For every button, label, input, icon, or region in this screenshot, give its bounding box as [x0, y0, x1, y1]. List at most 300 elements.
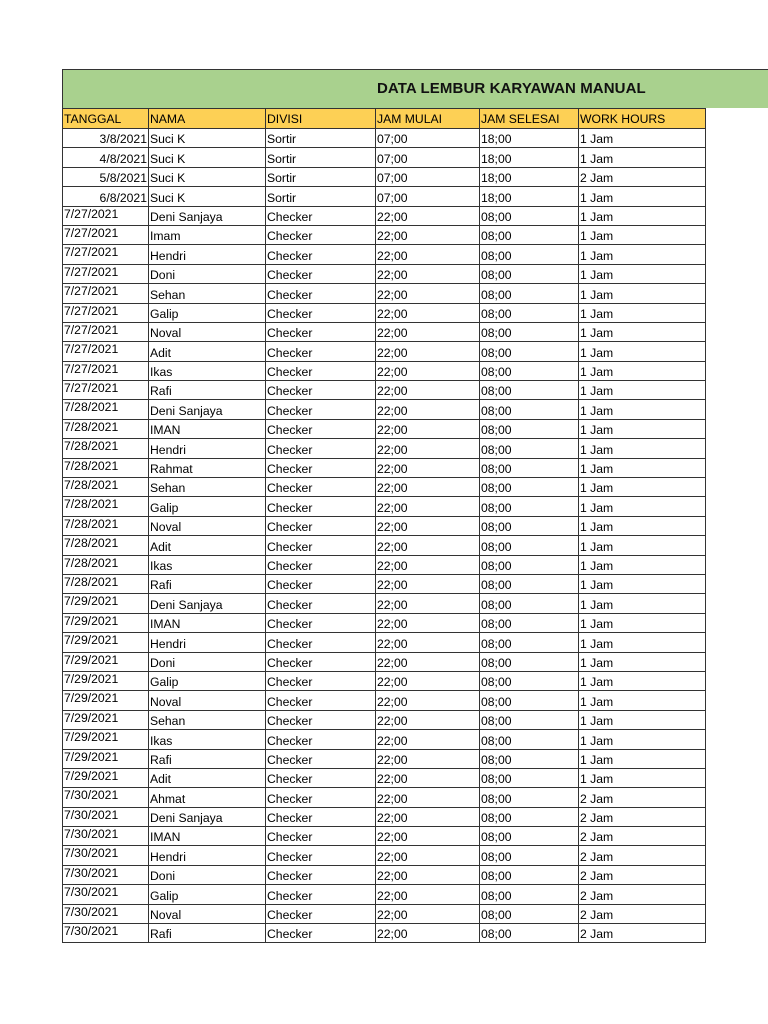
cell-name[interactable]: Doni: [149, 264, 266, 283]
table-row: [63, 400, 706, 419]
cell-date[interactable]: 7/28/2021: [63, 439, 149, 458]
cell-date[interactable]: 7/29/2021: [63, 613, 149, 632]
cell-date[interactable]: 7/29/2021: [63, 594, 149, 613]
cell-name[interactable]: Suci K: [149, 187, 266, 206]
cell-end-time[interactable]: 08;00: [480, 439, 579, 458]
cell-date[interactable]: 7/27/2021: [63, 342, 149, 361]
cell-division[interactable]: Checker: [266, 303, 376, 322]
cell-date[interactable]: 7/29/2021: [63, 749, 149, 768]
cell-division[interactable]: Checker: [266, 788, 376, 807]
cell-work-hours[interactable]: 2 Jam: [579, 904, 706, 923]
cell-work-hours[interactable]: 2 Jam: [579, 924, 706, 943]
cell-end-time[interactable]: 18;00: [480, 187, 579, 206]
cell-start-time[interactable]: 07;00: [376, 187, 480, 206]
table-row: [63, 691, 706, 710]
cell-work-hours[interactable]: 1 Jam: [579, 536, 706, 555]
table-row: [63, 129, 706, 148]
cell-end-time[interactable]: 08;00: [480, 264, 579, 283]
cell-start-time[interactable]: 07;00: [376, 148, 480, 167]
cell-end-time[interactable]: 08;00: [480, 671, 579, 690]
cell-date[interactable]: 7/29/2021: [63, 691, 149, 710]
cell-work-hours[interactable]: 1 Jam: [579, 419, 706, 438]
table-row: [63, 381, 706, 400]
cell-end-time[interactable]: 08;00: [480, 458, 579, 477]
table-row: [63, 439, 706, 458]
cell-division[interactable]: Checker: [266, 284, 376, 303]
cell-start-time[interactable]: 22;00: [376, 342, 480, 361]
cell-end-time[interactable]: 18;00: [480, 148, 579, 167]
cell-start-time[interactable]: 22;00: [376, 730, 480, 749]
cell-work-hours[interactable]: 2 Jam: [579, 788, 706, 807]
cell-division[interactable]: Checker: [266, 536, 376, 555]
cell-date[interactable]: 7/30/2021: [63, 885, 149, 904]
cell-work-hours[interactable]: 1 Jam: [579, 574, 706, 593]
cell-name[interactable]: Rafi: [149, 749, 266, 768]
cell-division[interactable]: Checker: [266, 478, 376, 497]
cell-division[interactable]: Checker: [266, 361, 376, 380]
table-row: [63, 303, 706, 322]
cell-name[interactable]: IMAN: [149, 613, 266, 632]
cell-start-time[interactable]: 22;00: [376, 206, 480, 225]
cell-division[interactable]: Sortir: [266, 129, 376, 148]
cell-division[interactable]: Checker: [266, 924, 376, 943]
cell-start-time[interactable]: 22;00: [376, 827, 480, 846]
cell-division[interactable]: Checker: [266, 419, 376, 438]
table-row: [63, 536, 706, 555]
table-row: [63, 361, 706, 380]
table-row: [63, 924, 706, 943]
cell-date[interactable]: 7/27/2021: [63, 361, 149, 380]
cell-start-time[interactable]: 22;00: [376, 400, 480, 419]
cell-start-time[interactable]: 22;00: [376, 807, 480, 826]
cell-end-time[interactable]: 08;00: [480, 574, 579, 593]
table-row: [63, 885, 706, 904]
cell-division[interactable]: Checker: [266, 400, 376, 419]
cell-name[interactable]: Noval: [149, 322, 266, 341]
cell-work-hours[interactable]: 1 Jam: [579, 710, 706, 729]
table-row: [63, 613, 706, 632]
header-row: [63, 109, 706, 129]
cell-start-time[interactable]: 22;00: [376, 924, 480, 943]
cell-division[interactable]: Checker: [266, 730, 376, 749]
cell-date[interactable]: 7/28/2021: [63, 574, 149, 593]
cell-end-time[interactable]: 08;00: [480, 303, 579, 322]
cell-work-hours[interactable]: 1 Jam: [579, 594, 706, 613]
cell-name[interactable]: Sehan: [149, 478, 266, 497]
cell-division[interactable]: Checker: [266, 904, 376, 923]
cell-date[interactable]: 7/30/2021: [63, 846, 149, 865]
cell-date[interactable]: 7/28/2021: [63, 419, 149, 438]
cell-end-time[interactable]: 08;00: [480, 691, 579, 710]
cell-date[interactable]: 7/28/2021: [63, 536, 149, 555]
cell-division[interactable]: Checker: [266, 516, 376, 535]
cell-division[interactable]: Checker: [266, 439, 376, 458]
cell-name[interactable]: Sehan: [149, 710, 266, 729]
cell-end-time[interactable]: 08;00: [480, 516, 579, 535]
cell-division[interactable]: Checker: [266, 497, 376, 516]
cell-end-time[interactable]: 08;00: [480, 904, 579, 923]
cell-date[interactable]: 7/28/2021: [63, 516, 149, 535]
cell-start-time[interactable]: 22;00: [376, 516, 480, 535]
cell-name[interactable]: Deni Sanjaya: [149, 807, 266, 826]
table-row: [63, 710, 706, 729]
cell-date[interactable]: 7/28/2021: [63, 497, 149, 516]
cell-division[interactable]: Checker: [266, 749, 376, 768]
cell-division[interactable]: Checker: [266, 381, 376, 400]
cell-work-hours[interactable]: 2 Jam: [579, 885, 706, 904]
cell-end-time[interactable]: 08;00: [480, 924, 579, 943]
cell-date[interactable]: 7/27/2021: [63, 303, 149, 322]
cell-start-time[interactable]: 22;00: [376, 478, 480, 497]
cell-name[interactable]: Adit: [149, 768, 266, 787]
table-row: [63, 652, 706, 671]
cell-date[interactable]: 5/8/2021: [63, 167, 149, 186]
cell-work-hours[interactable]: 1 Jam: [579, 187, 706, 206]
cell-name[interactable]: Ikas: [149, 361, 266, 380]
cell-division[interactable]: Checker: [266, 574, 376, 593]
cell-name[interactable]: Doni: [149, 652, 266, 671]
cell-name[interactable]: Noval: [149, 904, 266, 923]
cell-start-time[interactable]: 22;00: [376, 303, 480, 322]
table-row: [63, 245, 706, 264]
cell-date[interactable]: 7/30/2021: [63, 827, 149, 846]
cell-division[interactable]: Checker: [266, 710, 376, 729]
table-row: [63, 555, 706, 574]
cell-division[interactable]: Checker: [266, 768, 376, 787]
cell-end-time[interactable]: 08;00: [480, 730, 579, 749]
table-row: [63, 478, 706, 497]
table-row: [63, 807, 706, 826]
cell-start-time[interactable]: 22;00: [376, 225, 480, 244]
cell-work-hours[interactable]: 1 Jam: [579, 652, 706, 671]
cell-start-time[interactable]: 22;00: [376, 497, 480, 516]
cell-start-time[interactable]: 22;00: [376, 865, 480, 884]
cell-date[interactable]: 7/30/2021: [63, 807, 149, 826]
cell-work-hours[interactable]: 1 Jam: [579, 555, 706, 574]
cell-date[interactable]: 7/28/2021: [63, 478, 149, 497]
cell-division[interactable]: Checker: [266, 885, 376, 904]
cell-date[interactable]: 7/29/2021: [63, 710, 149, 729]
cell-date[interactable]: 7/27/2021: [63, 284, 149, 303]
cell-date[interactable]: 7/27/2021: [63, 322, 149, 341]
cell-date[interactable]: 7/27/2021: [63, 245, 149, 264]
cell-start-time[interactable]: 22;00: [376, 671, 480, 690]
cell-date[interactable]: 4/8/2021: [63, 148, 149, 167]
cell-start-time[interactable]: 07;00: [376, 167, 480, 186]
table-row: [63, 322, 706, 341]
cell-date[interactable]: 7/29/2021: [63, 730, 149, 749]
cell-work-hours[interactable]: 1 Jam: [579, 497, 706, 516]
cell-name[interactable]: Doni: [149, 865, 266, 884]
cell-name[interactable]: Ikas: [149, 730, 266, 749]
cell-work-hours[interactable]: 1 Jam: [579, 322, 706, 341]
cell-start-time[interactable]: 22;00: [376, 788, 480, 807]
cell-name[interactable]: Rafi: [149, 381, 266, 400]
cell-name[interactable]: Rahmat: [149, 458, 266, 477]
table-body: [63, 129, 706, 943]
cell-work-hours[interactable]: 1 Jam: [579, 613, 706, 632]
table-row: [63, 497, 706, 516]
cell-work-hours[interactable]: 1 Jam: [579, 671, 706, 690]
header-jam-selesai: JAM SELESAI: [480, 109, 579, 129]
cell-name[interactable]: Hendri: [149, 846, 266, 865]
cell-work-hours[interactable]: 2 Jam: [579, 167, 706, 186]
cell-division[interactable]: Checker: [266, 846, 376, 865]
cell-date[interactable]: 7/28/2021: [63, 555, 149, 574]
cell-work-hours[interactable]: 1 Jam: [579, 516, 706, 535]
cell-work-hours[interactable]: 1 Jam: [579, 749, 706, 768]
cell-date[interactable]: 3/8/2021: [63, 129, 149, 148]
cell-name[interactable]: Suci K: [149, 129, 266, 148]
cell-date[interactable]: 7/29/2021: [63, 652, 149, 671]
cell-work-hours[interactable]: 1 Jam: [579, 633, 706, 652]
cell-start-time[interactable]: 22;00: [376, 264, 480, 283]
cell-end-time[interactable]: 08;00: [480, 478, 579, 497]
cell-start-time[interactable]: 22;00: [376, 633, 480, 652]
cell-end-time[interactable]: 08;00: [480, 284, 579, 303]
cell-name[interactable]: Hendri: [149, 633, 266, 652]
cell-start-time[interactable]: 22;00: [376, 574, 480, 593]
cell-end-time[interactable]: 18;00: [480, 167, 579, 186]
cell-division[interactable]: Checker: [266, 225, 376, 244]
cell-name[interactable]: Adit: [149, 342, 266, 361]
cell-name[interactable]: IMAN: [149, 827, 266, 846]
cell-end-time[interactable]: 08;00: [480, 652, 579, 671]
cell-work-hours[interactable]: 1 Jam: [579, 768, 706, 787]
table-row: [63, 749, 706, 768]
cell-name[interactable]: Deni Sanjaya: [149, 206, 266, 225]
cell-date[interactable]: 7/30/2021: [63, 924, 149, 943]
cell-start-time[interactable]: 22;00: [376, 749, 480, 768]
cell-date[interactable]: 7/29/2021: [63, 768, 149, 787]
table-row: [63, 264, 706, 283]
cell-end-time[interactable]: 18;00: [480, 129, 579, 148]
cell-name[interactable]: Galip: [149, 303, 266, 322]
table-row: [63, 904, 706, 923]
table-row: [63, 846, 706, 865]
cell-division[interactable]: Checker: [266, 264, 376, 283]
cell-name[interactable]: Rafi: [149, 924, 266, 943]
cell-work-hours[interactable]: 1 Jam: [579, 381, 706, 400]
cell-end-time[interactable]: 08;00: [480, 400, 579, 419]
cell-start-time[interactable]: 22;00: [376, 710, 480, 729]
cell-work-hours[interactable]: 2 Jam: [579, 865, 706, 884]
cell-division[interactable]: Checker: [266, 206, 376, 225]
cell-work-hours[interactable]: 1 Jam: [579, 400, 706, 419]
cell-date[interactable]: 7/29/2021: [63, 633, 149, 652]
cell-start-time[interactable]: 22;00: [376, 439, 480, 458]
cell-name[interactable]: Galip: [149, 497, 266, 516]
cell-start-time[interactable]: 22;00: [376, 322, 480, 341]
table-row: [63, 148, 706, 167]
table-row: [63, 419, 706, 438]
cell-name[interactable]: Ikas: [149, 555, 266, 574]
cell-division[interactable]: Checker: [266, 458, 376, 477]
cell-start-time[interactable]: 22;00: [376, 284, 480, 303]
cell-work-hours[interactable]: 1 Jam: [579, 691, 706, 710]
cell-work-hours[interactable]: 1 Jam: [579, 129, 706, 148]
table-row: [63, 865, 706, 884]
cell-start-time[interactable]: 22;00: [376, 536, 480, 555]
cell-name[interactable]: Suci K: [149, 167, 266, 186]
cell-date[interactable]: 7/30/2021: [63, 904, 149, 923]
cell-name[interactable]: Imam: [149, 225, 266, 244]
cell-date[interactable]: 7/27/2021: [63, 206, 149, 225]
cell-name[interactable]: Ahmat: [149, 788, 266, 807]
cell-end-time[interactable]: 08;00: [480, 594, 579, 613]
cell-division[interactable]: Checker: [266, 613, 376, 632]
cell-name[interactable]: Noval: [149, 691, 266, 710]
cell-division[interactable]: Checker: [266, 322, 376, 341]
cell-work-hours[interactable]: 1 Jam: [579, 148, 706, 167]
cell-work-hours[interactable]: 1 Jam: [579, 439, 706, 458]
cell-end-time[interactable]: 08;00: [480, 419, 579, 438]
cell-name[interactable]: Rafi: [149, 574, 266, 593]
cell-end-time[interactable]: 08;00: [480, 342, 579, 361]
cell-division[interactable]: Checker: [266, 865, 376, 884]
cell-end-time[interactable]: 08;00: [480, 710, 579, 729]
cell-name[interactable]: Galip: [149, 885, 266, 904]
cell-division[interactable]: Checker: [266, 807, 376, 826]
cell-date[interactable]: 7/29/2021: [63, 671, 149, 690]
cell-work-hours[interactable]: 1 Jam: [579, 264, 706, 283]
cell-end-time[interactable]: 08;00: [480, 885, 579, 904]
cell-name[interactable]: Sehan: [149, 284, 266, 303]
cell-end-time[interactable]: 08;00: [480, 497, 579, 516]
table-row: [63, 167, 706, 186]
cell-work-hours[interactable]: 1 Jam: [579, 303, 706, 322]
cell-end-time[interactable]: 08;00: [480, 361, 579, 380]
cell-start-time[interactable]: 22;00: [376, 361, 480, 380]
cell-start-time[interactable]: 22;00: [376, 419, 480, 438]
cell-start-time[interactable]: 07;00: [376, 129, 480, 148]
cell-date[interactable]: 7/30/2021: [63, 865, 149, 884]
table-row: [63, 671, 706, 690]
cell-start-time[interactable]: 22;00: [376, 846, 480, 865]
cell-end-time[interactable]: 08;00: [480, 322, 579, 341]
cell-end-time[interactable]: 08;00: [480, 807, 579, 826]
sheet-title: DATA LEMBUR KARYAWAN MANUAL: [377, 80, 646, 97]
cell-end-time[interactable]: 08;00: [480, 865, 579, 884]
cell-end-time[interactable]: 08;00: [480, 788, 579, 807]
cell-division[interactable]: Checker: [266, 245, 376, 264]
table-row: [63, 594, 706, 613]
cell-name[interactable]: Hendri: [149, 439, 266, 458]
cell-end-time[interactable]: 08;00: [480, 536, 579, 555]
cell-work-hours[interactable]: 1 Jam: [579, 206, 706, 225]
cell-end-time[interactable]: 08;00: [480, 225, 579, 244]
cell-end-time[interactable]: 08;00: [480, 633, 579, 652]
cell-date[interactable]: 7/27/2021: [63, 225, 149, 244]
cell-name[interactable]: Hendri: [149, 245, 266, 264]
cell-division[interactable]: Sortir: [266, 148, 376, 167]
cell-end-time[interactable]: 08;00: [480, 381, 579, 400]
cell-end-time[interactable]: 08;00: [480, 555, 579, 574]
table-row: [63, 342, 706, 361]
cell-date[interactable]: 7/27/2021: [63, 264, 149, 283]
cell-division[interactable]: Checker: [266, 652, 376, 671]
cell-division[interactable]: Checker: [266, 671, 376, 690]
cell-work-hours[interactable]: 2 Jam: [579, 827, 706, 846]
cell-start-time[interactable]: 22;00: [376, 691, 480, 710]
cell-start-time[interactable]: 22;00: [376, 555, 480, 574]
cell-division[interactable]: Checker: [266, 633, 376, 652]
cell-division[interactable]: Checker: [266, 594, 376, 613]
cell-name[interactable]: Galip: [149, 671, 266, 690]
cell-name[interactable]: Deni Sanjaya: [149, 400, 266, 419]
table-row: [63, 187, 706, 206]
table-row: [63, 284, 706, 303]
cell-division[interactable]: Checker: [266, 342, 376, 361]
cell-end-time[interactable]: 08;00: [480, 846, 579, 865]
table-row: [63, 633, 706, 652]
cell-end-time[interactable]: 08;00: [480, 827, 579, 846]
table-row: [63, 225, 706, 244]
cell-division[interactable]: Checker: [266, 555, 376, 574]
cell-date[interactable]: 6/8/2021: [63, 187, 149, 206]
cell-date[interactable]: 7/28/2021: [63, 458, 149, 477]
cell-work-hours[interactable]: 1 Jam: [579, 342, 706, 361]
cell-name[interactable]: Suci K: [149, 148, 266, 167]
cell-start-time[interactable]: 22;00: [376, 768, 480, 787]
cell-start-time[interactable]: 22;00: [376, 381, 480, 400]
cell-division[interactable]: Checker: [266, 827, 376, 846]
table-row: [63, 574, 706, 593]
cell-start-time[interactable]: 22;00: [376, 885, 480, 904]
cell-end-time[interactable]: 08;00: [480, 206, 579, 225]
cell-work-hours[interactable]: 1 Jam: [579, 478, 706, 497]
cell-date[interactable]: 7/27/2021: [63, 381, 149, 400]
cell-name[interactable]: Deni Sanjaya: [149, 594, 266, 613]
header-divisi: DIVISI: [266, 109, 376, 129]
header-work-hours: WORK HOURS: [579, 109, 706, 129]
table-row: [63, 730, 706, 749]
cell-start-time[interactable]: 22;00: [376, 652, 480, 671]
cell-work-hours[interactable]: 1 Jam: [579, 245, 706, 264]
table-row: [63, 206, 706, 225]
cell-start-time[interactable]: 22;00: [376, 613, 480, 632]
cell-division[interactable]: Checker: [266, 691, 376, 710]
cell-name[interactable]: Noval: [149, 516, 266, 535]
cell-end-time[interactable]: 08;00: [480, 245, 579, 264]
cell-name[interactable]: IMAN: [149, 419, 266, 438]
cell-work-hours[interactable]: 1 Jam: [579, 458, 706, 477]
cell-work-hours[interactable]: 1 Jam: [579, 284, 706, 303]
cell-end-time[interactable]: 08;00: [480, 768, 579, 787]
header-nama: NAMA: [149, 109, 266, 129]
table-row: [63, 768, 706, 787]
title-band: [62, 69, 768, 108]
cell-end-time[interactable]: 08;00: [480, 749, 579, 768]
cell-work-hours[interactable]: 1 Jam: [579, 225, 706, 244]
cell-work-hours[interactable]: 1 Jam: [579, 361, 706, 380]
cell-start-time[interactable]: 22;00: [376, 904, 480, 923]
cell-division[interactable]: Sortir: [266, 167, 376, 186]
table-row: [63, 827, 706, 846]
cell-work-hours[interactable]: 1 Jam: [579, 730, 706, 749]
cell-start-time[interactable]: 22;00: [376, 458, 480, 477]
cell-start-time[interactable]: 22;00: [376, 245, 480, 264]
cell-date[interactable]: 7/30/2021: [63, 788, 149, 807]
cell-name[interactable]: Adit: [149, 536, 266, 555]
cell-date[interactable]: 7/28/2021: [63, 400, 149, 419]
cell-work-hours[interactable]: 2 Jam: [579, 807, 706, 826]
cell-work-hours[interactable]: 2 Jam: [579, 846, 706, 865]
header-tanggal: TANGGAL: [63, 109, 149, 129]
cell-end-time[interactable]: 08;00: [480, 613, 579, 632]
cell-start-time[interactable]: 22;00: [376, 594, 480, 613]
cell-division[interactable]: Sortir: [266, 187, 376, 206]
